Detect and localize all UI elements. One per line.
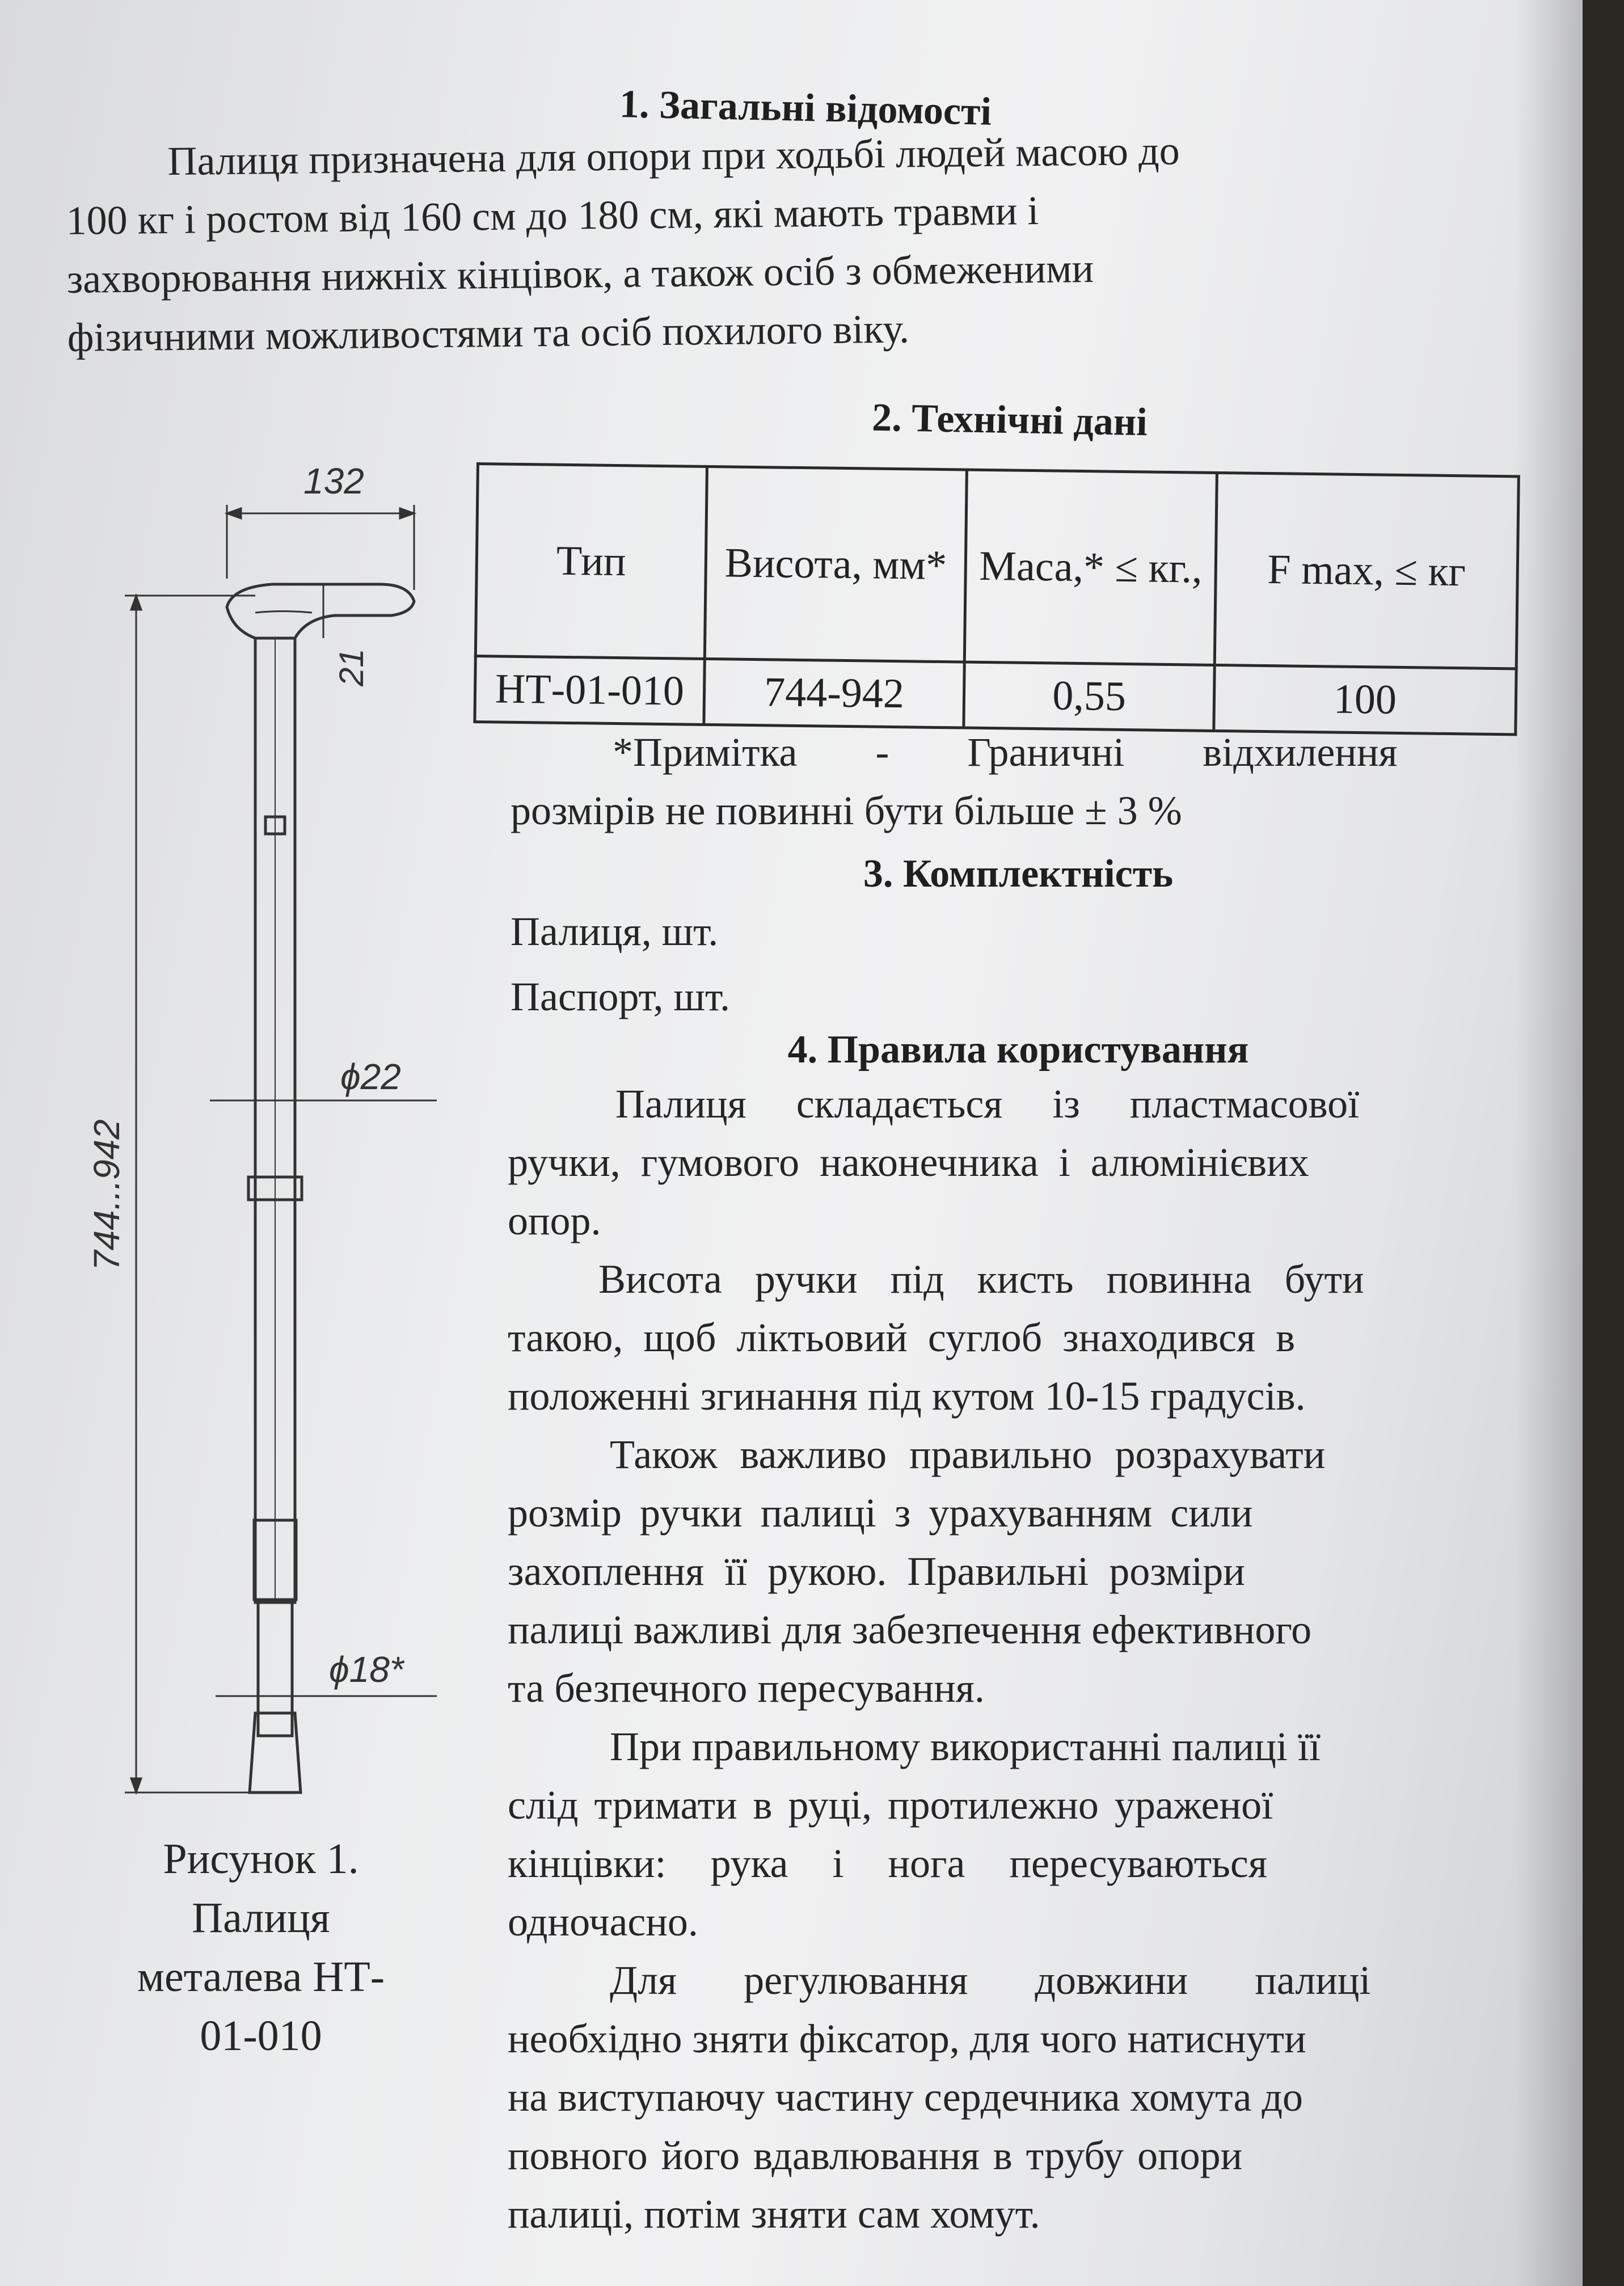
usage-line: захоплення її рукою. Правильні розміри (508, 1549, 1245, 1594)
general-info-line: Палиця призначена для опори при ходьбі людей масою до (167, 128, 1180, 184)
usage-line: опор. (508, 1198, 601, 1243)
dim-width-label: 132 (303, 461, 364, 501)
table-header-cell: Маса,* ≤ кг., (965, 470, 1217, 665)
dim-tube-label: ϕ22 (340, 1056, 401, 1097)
table-cell: 0,55 (964, 662, 1214, 731)
usage-line: слід тримати в руці, протилежно ураженої (508, 1782, 1273, 1828)
cane-handle (227, 584, 414, 638)
dim-length-label: 744...942 (86, 1119, 127, 1271)
table-cell: НТ-01-010 (475, 656, 705, 724)
table-header-cell: Висота, мм* (705, 466, 967, 661)
table-note (511, 723, 1526, 840)
table-header-row (475, 464, 1518, 669)
usage-line: палиці важливі для забезпечення ефективного (508, 1607, 1312, 1652)
usage-line: палиці, потім зняти сам хомут. (508, 2191, 1040, 2237)
usage-line: та безпечного пересування. (508, 1665, 985, 1711)
general-info-line: 100 кг і ростом від 160 см до 180 см, які мають травми і (66, 188, 1039, 243)
dim-handle-label: 21 (332, 648, 370, 686)
usage-line: одночасно. (508, 1899, 698, 1945)
usage-line: ручки, гумового наконечника і алюмінієвих (508, 1140, 1309, 1185)
figure-caption (79, 1829, 442, 2065)
usage-line: кінцівки: рука і нога пересуваються (508, 1841, 1267, 1886)
table-cell: 100 (1214, 665, 1517, 735)
table-header-cell: F max, ≤ кг (1214, 473, 1518, 668)
technical-data-table (473, 462, 1520, 736)
usage-line: Палиця складається із пластмасової (615, 1081, 1360, 1127)
caption-line: Рисунок 1. (163, 1835, 359, 1883)
usage-line: положенні згинання під кутом 10-15 градусів. (508, 1373, 1306, 1419)
heading-technical-data: 2. Технічні дані (871, 395, 1148, 445)
list-item: Палиця, шт. (511, 909, 719, 954)
usage-line: на виступаючу частину сердечника хомута до (508, 2074, 1304, 2120)
heading-general-info: 1. Загальні відомості (619, 82, 992, 134)
usage-line: повного його вдавлювання в трубу опори (508, 2133, 1243, 2178)
caption-line: Палиця (192, 1894, 330, 1942)
general-info-paragraph (65, 118, 1508, 367)
usage-rules-text (508, 1075, 1529, 2243)
general-info-line: фізичними можливостями та осіб похилого віку. (67, 306, 910, 360)
list-item: Паспорт, шт. (511, 974, 731, 1019)
cane-lower-tube (258, 1600, 292, 1736)
completeness-list (511, 899, 1526, 1030)
usage-line: такою, щоб ліктьовий суглоб знаходився в (508, 1315, 1296, 1360)
cane-drawing (85, 442, 471, 1849)
usage-line: При правильному використанні палиці її (610, 1724, 1321, 1769)
caption-line: металева НТ- (137, 1953, 385, 2001)
usage-line: необхідно зняти фіксатор, для чого натиснути (508, 2016, 1306, 2061)
note-line: розмірів не повинні бути більше ± 3 % (511, 788, 1182, 833)
heading-usage-rules: 4. Правила користування (787, 1028, 1249, 1072)
table-cell: 744-942 (704, 659, 965, 728)
caption-line: 01-010 (200, 2012, 322, 2060)
usage-line: розмір ручки палиці з урахуванням сили (508, 1490, 1253, 1536)
usage-line: Для регулювання довжини палиці (610, 1958, 1371, 2003)
usage-line: Також важливо правильно розрахувати (610, 1432, 1326, 1477)
usage-line: Висота ручки під кисть повинна бути (598, 1256, 1364, 1302)
heading-completeness: 3. Комплектність (863, 852, 1174, 896)
table-header-cell: Тип (475, 464, 707, 659)
general-info-line: захворювання нижніх кінцівок, а також осіб з обмеженими (66, 246, 1094, 302)
note-line: *Примітка - Граничні відхилення (613, 729, 1398, 775)
dim-tip-label: ϕ18* (329, 1649, 404, 1690)
